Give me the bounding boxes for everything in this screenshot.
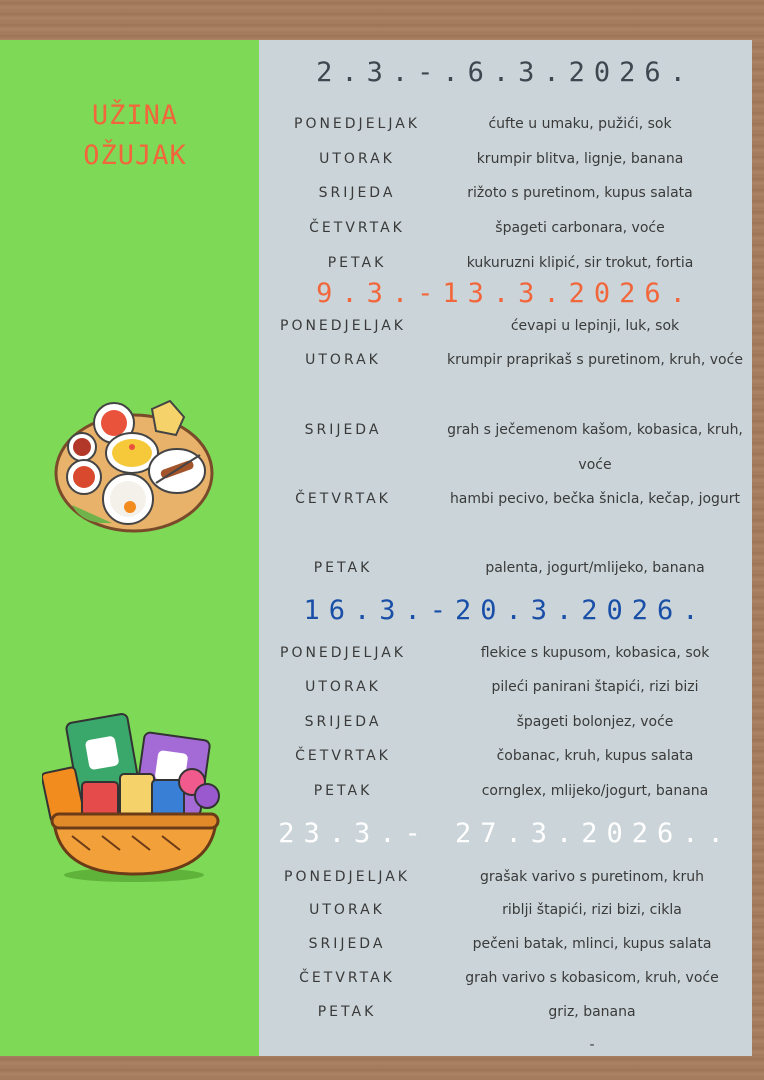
week-3-meal-3: špageti bolonjez, voće (516, 714, 674, 730)
week-1-day-5: PETAK (327, 255, 387, 271)
snack-basket-icon (42, 710, 227, 885)
week-4-meal-3: pečeni batak, mlinci, kupus salata (472, 936, 712, 952)
week-3-meal-5: cornglex, mlijeko/jogurt, banana (481, 783, 709, 799)
week-2-day-1: PONEDJELJAK (280, 318, 406, 334)
page-title-line2: OŽUJAK (83, 140, 187, 171)
week-1-meal-3: rižoto s puretinom, kupus salata (467, 185, 693, 201)
week-3-meal-2: pileći panirani štapići, rizi bizi (491, 679, 699, 695)
week-2-meal-4: hambi pecivo, bečka šnicla, kečap, jogurt (449, 491, 741, 507)
week-4-day-2: UTORAK (309, 902, 385, 918)
week-3-day-2: UTORAK (305, 679, 381, 695)
week-4-meal-4: grah varivo s kobasicom, kruh, voće (465, 970, 719, 986)
week-2-day-2: UTORAK (305, 352, 381, 368)
week-2-meal-3: grah s ječemenom kašom, kobasica, kruh, voće (447, 422, 743, 473)
week-2-meal-5: palenta, jogurt/mlijeko, banana (485, 560, 705, 576)
week-3-day-3: SRIJEDA (304, 714, 382, 730)
week-2-dates: 9.3.-13.3.2026. (316, 278, 695, 309)
week-1-meal-5: kukuruzni klipić, sir trokut, fortia (466, 255, 694, 271)
week-4-meal-1: grašak varivo s puretinom, kruh (480, 869, 704, 885)
week-1-meal-4: špageti carbonara, voće (495, 220, 665, 236)
week-4-meal-5: griz, banana (548, 1004, 636, 1020)
week-2-day-4: ČETVRTAK (295, 491, 391, 507)
food-plate-icon (52, 395, 217, 535)
footer-mark: - (589, 1037, 595, 1053)
week-4-day-4: ČETVRTAK (299, 970, 395, 986)
week-3-meal-1: flekice s kupusom, kobasica, sok (480, 645, 710, 661)
week-2-meal-1: ćevapi u lepinji, luk, sok (510, 318, 680, 334)
week-2-day-3: SRIJEDA (304, 422, 382, 438)
week-1-day-4: ČETVRTAK (309, 220, 405, 236)
week-3-day-5: PETAK (313, 783, 373, 799)
week-1-meal-2: krumpir blitva, lignje, banana (476, 151, 684, 167)
week-4-day-3: SRIJEDA (308, 936, 386, 952)
week-2-day-5: PETAK (313, 560, 373, 576)
week-3-meal-4: čobanac, kruh, kupus salata (496, 748, 694, 764)
page-title-line1: UŽINA (91, 100, 179, 131)
week-4-day-1: PONEDJELJAK (284, 869, 410, 885)
week-1-dates: 2.3.-.6.3.2026. (316, 57, 695, 88)
week-4-day-5: PETAK (317, 1004, 377, 1020)
week-1-day-1: PONEDJELJAK (294, 116, 420, 132)
week-3-day-1: PONEDJELJAK (280, 645, 406, 661)
week-3-dates: 16.3.-20.3.2026. (303, 595, 708, 626)
green-side-panel (0, 40, 259, 1056)
week-2-meal-2: krumpir praprikaš s puretinom, kruh, voće (447, 352, 743, 368)
week-1-meal-1: ćufte u umaku, pužići, sok (488, 116, 672, 132)
week-1-day-2: UTORAK (319, 151, 395, 167)
week-4-dates: 23.3.- 27.3.2026.. (278, 818, 733, 849)
week-4-meal-2: riblji štapići, rizi bizi, cikla (502, 902, 682, 918)
week-1-day-3: SRIJEDA (318, 185, 396, 201)
week-3-day-4: ČETVRTAK (295, 748, 391, 764)
